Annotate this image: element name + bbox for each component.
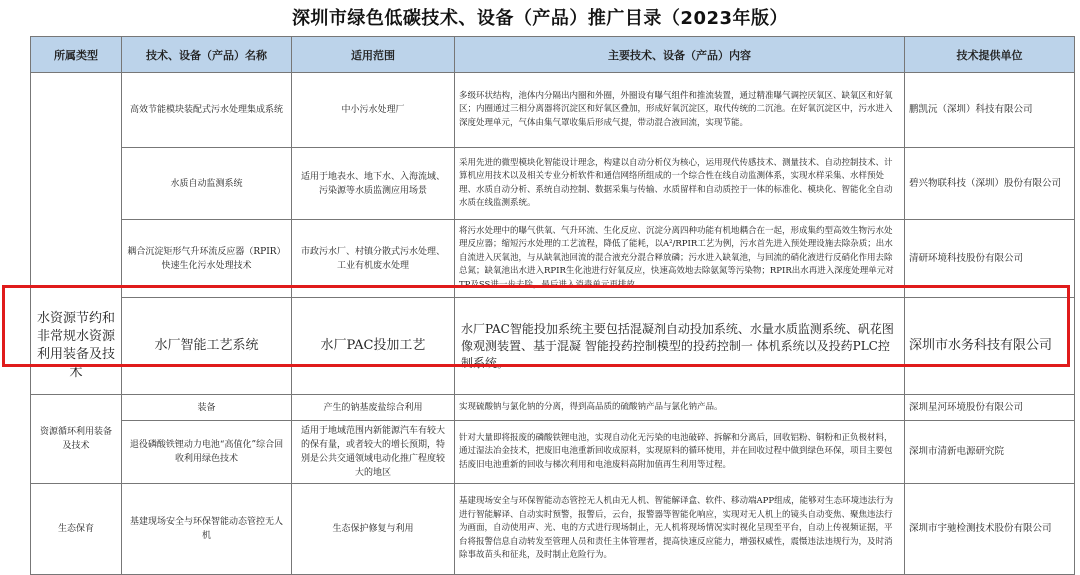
table-header-row	[31, 37, 1075, 73]
header-provider: 技术提供单位	[905, 37, 1075, 73]
scope-cell: 适用于地表水、地下水、入海流域、污染源等水质监测应用场景	[292, 148, 455, 220]
table-row-highlighted	[31, 298, 1075, 395]
tech-name-cell: 水质自动监测系统	[122, 148, 292, 220]
content-cell: 采用先进的微型模块化智能设计理念，构建以自动分析仪为核心，运用现代传感技术、测量技术、自动控制技术、计算机应用技术以及相关专业分析软件和通信网络所组成的一个综合性在线自动监测体系，实现水样采集、水样预处理、水质自动分析、系统自动控制、数据采集与传输、水质留样和自动质控于一体的标准化、模块化、智能化全自动水质在线监测系统。	[455, 148, 905, 220]
content-cell: 多级环状结构，池体内分隔出内圈和外圈，外圈设有曝气组件和推流装置，通过精准曝气调控厌氧区、缺氧区和好氧区；内圈通过三相分离器将沉淀区和好氧区叠加，形成好氧沉淀区，取代传统的二沉池。在好氧沉淀区中，污水进入深度处理单元，气体由集气罩收集后形成气提，带动混合液回流，实现节能。	[455, 73, 905, 148]
content-cell: 将污水处理中的曝气供氧、气升环流、生化反应、沉淀分离四种功能有机地耦合在一起，形成集约型高效生物污水处理反应器；缩短污水处理的工艺流程，降低了能耗，以A²/RPIR工艺为例，污水首先进入预处理设施去除杂质；出水自流进入厌氧池，与从缺氧池回流的混合液充分混合释放磷；污水进入缺氧池，与回流的硝化液进行反硝化作用去除总氮；缺氧池出水进入RPIR生化池进行好氧反应，快速高效地去除氨氮等污染物；RPIR出水再进入深度处理单元对TP及SS进一步去除，最后进入消毒单元再排放。	[455, 220, 905, 298]
table-row	[31, 220, 1075, 298]
content-cell: 水厂PAC智能投加系统主要包括混凝剂自动投加系统、水量水质监测系统、矾花图像观测装置、基于混凝 智能投药控制模型的投药控制一 体机系统以及投药PLC控制系统。	[455, 298, 905, 395]
catalog-table	[30, 36, 1075, 575]
tech-name-cell: 基建现场安全与环保智能动态管控无人机	[122, 484, 292, 575]
header-scope: 适用范围	[292, 37, 455, 73]
provider-cell: 碧兴物联科技（深圳）股份有限公司	[905, 148, 1075, 220]
scope-cell: 生态保护修复与利用	[292, 484, 455, 575]
page-title: 深圳市绿色低碳技术、设备（产品）推广目录（2023年版）	[291, 8, 789, 29]
provider-cell: 深圳市宇驰检测技术股份有限公司	[905, 484, 1075, 575]
tech-name-cell: 退役磷酸铁锂动力电池“高值化”综合回收利用绿色技术	[122, 421, 292, 484]
provider-cell: 深圳市水务科技有限公司	[905, 298, 1075, 395]
scope-cell: 适用于地域范围内新能源汽车有较大的保有量，或者较大的增长预期，特别是公共交通领域电动化推广程度较大的地区	[292, 421, 455, 484]
tech-name-cell: 装备	[122, 395, 292, 421]
tech-name-cell: 耦合沉淀矩形气升环流反应器（RPIR）快速生化污水处理技术	[122, 220, 292, 298]
category-cell-water: 水资源节约和非常规水资源利用装备及技术	[31, 73, 122, 395]
provider-cell: 深圳星河环境股份有限公司	[905, 395, 1075, 421]
scope-cell: 中小污水处理厂	[292, 73, 455, 148]
header-content: 主要技术、设备（产品）内容	[455, 37, 905, 73]
provider-cell: 鹏凯沅（深圳）科技有限公司	[905, 73, 1075, 148]
category-cell-eco: 生态保育	[31, 484, 122, 575]
table-row	[31, 484, 1075, 575]
content-cell: 针对大量即将报废的磷酸铁锂电池，实现自动化无污染的电池破碎、拆解和分离后，回收铝粉、铜粉和正负极材料，通过湿法冶金技术，把废旧电池重新回收成原料，实现原料的循环使用，并在回收过程中做到绿色环保，项目主要包括废旧电池重新的回收与梯次利用和电池废料高附加值再生利用等过程。	[455, 421, 905, 484]
table-row	[31, 395, 1075, 421]
content-cell: 实现硫酸钠与氯化钠的分离，得到高品质的硫酸钠产品与氯化钠产品。	[455, 395, 905, 421]
header-name: 技术、设备（产品）名称	[122, 37, 292, 73]
table-row	[31, 148, 1075, 220]
header-category: 所属类型	[31, 37, 122, 73]
scope-cell: 产生的钠基废盐综合利用	[292, 395, 455, 421]
tech-name-cell: 高效节能模块装配式污水处理集成系统	[122, 73, 292, 148]
scope-cell: 水厂PAC投加工艺	[292, 298, 455, 395]
category-cell-recycle: 资源循环利用装备及技术	[31, 395, 122, 484]
scope-cell: 市政污水厂、村镇分散式污水处理、工业有机废水处理	[292, 220, 455, 298]
provider-cell: 深圳市清新电源研究院	[905, 421, 1075, 484]
content-cell: 基建现场安全与环保智能动态管控无人机由无人机、智能解译盒、软件、移动端APP组成，能够对生态环境违法行为进行智能解译、自动实时预警，报警后，云台，报警器等智能化响应，实现对无人机上的镜头自动变焦、聚焦违法行为画面，自动使用声、光、电的方式进行现场制止，无人机将现场情况实时视化呈现至平台，自动上传视频证据，平台将报警信息自动转发至管理人员和责任主体管理者，提高快速反应能力，增强权威性，震慑违法违规行为，及时消除事故苗头和征兆，及时制止危险行为。	[455, 484, 905, 575]
table-row	[31, 73, 1075, 148]
table-row	[31, 421, 1075, 484]
tech-name-cell: 水厂智能工艺系统	[122, 298, 292, 395]
provider-cell: 清研环境科技股份有限公司	[905, 220, 1075, 298]
